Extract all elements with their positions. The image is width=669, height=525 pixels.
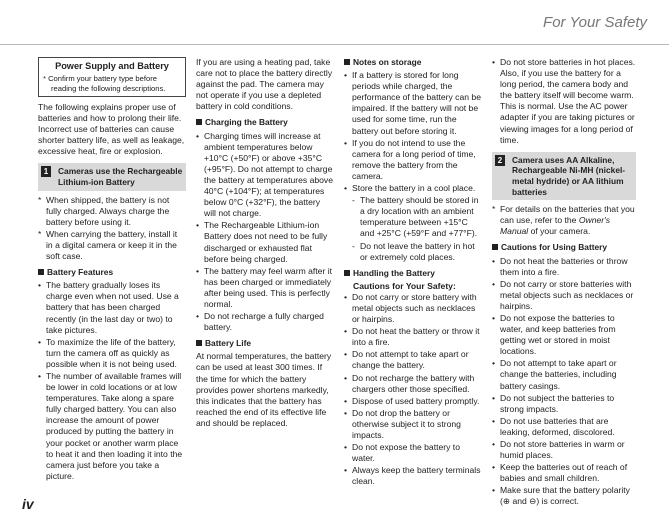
charging-heading: Charging the Battery	[196, 117, 334, 128]
square-bullet-icon	[196, 119, 202, 125]
list-item: • Do not heat the battery or throw it into a fire.	[344, 326, 482, 348]
list-item: • Store the battery in a cool place.	[344, 183, 482, 194]
charging-list	[196, 131, 334, 334]
note-item: * When shipped, the battery is not fully charged. Always charge the battery before using it.	[38, 195, 186, 228]
battery-type-band-1	[38, 163, 186, 190]
box-note: * Confirm your battery type before reading the following descriptions.	[43, 74, 166, 93]
handling-list	[344, 292, 482, 488]
note-list	[38, 195, 186, 263]
list-item: • If a battery is stored for long periods while charged, the performance of the battery can be impaired. If the battery will not be used for some time, run the battery out before storing it.	[344, 70, 482, 137]
page-header	[0, 0, 669, 46]
sub-item: - Do not leave the battery in hot or extremely cold places.	[344, 241, 482, 263]
list-item: • Do not attempt to take apart or change the battery.	[344, 349, 482, 371]
list-item: • Do not subject the batteries to strong impacts.	[492, 393, 636, 415]
column-3	[344, 57, 482, 488]
column-2	[196, 57, 334, 431]
features-heading: Battery Features	[38, 267, 186, 278]
continued-list	[492, 57, 636, 146]
list-item: • To maximize the life of the battery, turn the camera off as quickly as possible when it is not being used.	[38, 337, 186, 370]
page-number: iv	[22, 496, 34, 512]
section-title: For Your Safety	[543, 14, 647, 31]
list-item: • The battery may feel warm after it has been charged or immediately after being used. This is perfectly normal.	[196, 266, 334, 310]
list-item: • The battery gradually loses its charge even when not used. Use a battery that has been charged recently (in the last day or two) to take pictures.	[38, 280, 186, 335]
list-item: • Keep the batteries out of reach of babies and small children.	[492, 462, 636, 484]
intro-paragraph: The following explains proper use of batteries and how to prolong their life. Incorrect use of batteries can cause shorter battery life, as well as leakage, excessive heat, fire or explosion.	[38, 101, 185, 157]
square-bullet-icon	[38, 269, 44, 275]
square-bullet-icon	[196, 340, 202, 346]
square-bullet-icon	[344, 59, 350, 65]
list-item: • Always keep the battery terminals clean.	[344, 465, 482, 487]
battery-type-band-2	[492, 152, 636, 200]
list-item: • The Rechargeable Lithium-ion Battery does not need to be fully discharged or exhausted flat before being charged.	[196, 220, 334, 264]
square-bullet-icon	[492, 244, 498, 250]
life-heading: Battery Life	[196, 338, 334, 349]
list-item: • Do not carry or store batteries with metal objects such as necklaces or hairpins.	[492, 279, 636, 312]
list-item: • The number of available frames will be lower in cold locations or at low temperatures. Take along a spare fully charged battery. You can also increase the amount of power produced by putting the battery in your pocket or another warm place to heat it and then loading it into the camera just before you take a picture.	[38, 371, 186, 482]
column-4	[492, 57, 636, 509]
list-item: • Dispose of used battery promptly.	[344, 396, 482, 407]
list-item: • Do not attempt to take apart or change the batteries, including battery casings.	[492, 358, 636, 391]
list-item: • Do not store batteries in hot places. Also, if you use the battery for a long period, the camera body and the battery itself will become warm. This is normal. Use the AC power adapter if you are taking pictures or viewing images for a long period of time.	[492, 57, 636, 146]
band-number: 2	[495, 155, 505, 166]
cautions-heading: Cautions for Using Battery	[492, 242, 636, 253]
power-supply-box	[38, 57, 186, 97]
list-item: • Do not carry or store battery with metal objects such as necklaces or hairpins.	[344, 292, 482, 325]
band-title: Cameras use the Rechargeable Lithium-ion Battery	[58, 166, 183, 187]
list-item: • If you do not intend to use the camera for a long period of time, remove the battery from the camera.	[344, 138, 482, 182]
storage-heading: Notes on storage	[344, 57, 482, 68]
list-item: • Do not expose the battery to water.	[344, 442, 482, 464]
note-item: * When carrying the battery, install it in a digital camera or keep it in the soft case.	[38, 229, 186, 262]
list-item: • Do not use batteries that are leaking, deformed, discolored.	[492, 416, 636, 438]
life-paragraph: At normal temperatures, the battery can be used at least 300 times. If the time for which the battery provides power shortens markedly, this indicates that the battery has reached the end of its effective life and should be replaced.	[196, 351, 332, 428]
features-list	[38, 280, 186, 482]
square-bullet-icon	[344, 270, 350, 276]
handling-heading: Handling the Battery	[344, 268, 482, 279]
storage-list	[344, 70, 482, 263]
handling-subheading: Cautions for Your Safety:	[353, 280, 456, 291]
list-item: • Do not recharge a fully charged battery.	[196, 311, 334, 333]
list-item: • Do not expose the batteries to water, and keep batteries from getting wet or stored in moist locations.	[492, 313, 636, 357]
column-1	[38, 57, 186, 483]
manual-reference: Owner's Manual	[500, 215, 611, 237]
sub-item: - The battery should be stored in a dry location with an ambient temperature between +15°C and +25°C (+59°F and +77°F).	[344, 195, 482, 239]
cautions-list	[492, 256, 636, 508]
band-number: 1	[41, 166, 51, 177]
box-title: Power Supply and Battery	[55, 61, 169, 71]
list-item: • Charging times will increase at ambient temperatures below +10°C (+50°F) or above +35°C (+95°F). Do not attempt to charge the battery at temperatures above 40°C (+104°F); at temperatures below 0°C (+32°F), the battery will not charge.	[196, 131, 334, 220]
note-item: * For details on the batteries that you can use, refer to the Owner's Manual of your camera.	[492, 204, 636, 237]
band-title: Camera uses AA Alkaline, Rechargeable Ni-MH (nickel-metal hydride) or AA lithium batteries	[512, 154, 626, 197]
list-item: • Do not heat the batteries or throw them into a fire.	[492, 256, 636, 278]
list-item: • Do not store batteries in warm or humid places.	[492, 439, 636, 461]
continued-paragraph: If you are using a heating pad, take care not to place the battery directly against the pad. The camera may not operate if you use a depleted battery in cold conditions.	[196, 57, 333, 112]
list-item: • Do not drop the battery or otherwise subject it to strong impacts.	[344, 408, 482, 441]
list-item: • Do not recharge the battery with chargers other those specified.	[344, 373, 482, 395]
list-item: • Make sure that the battery polarity (⊕ and ⊖) is correct.	[492, 485, 636, 507]
header-rule	[0, 44, 669, 45]
note-list	[492, 204, 636, 237]
